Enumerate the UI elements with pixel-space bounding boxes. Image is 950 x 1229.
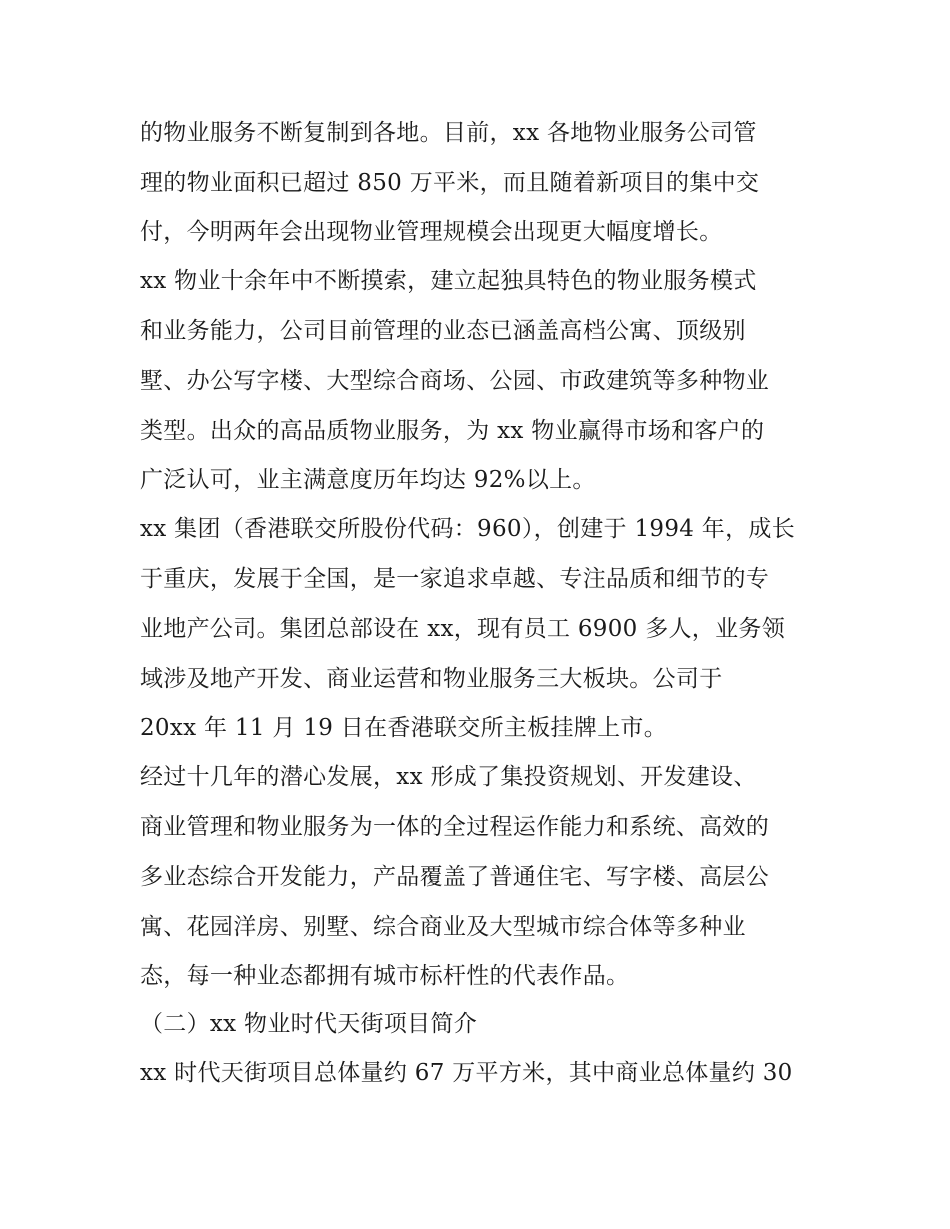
text-line: 的物业服务不断复制到各地。目前，xx 各地物业服务公司管 bbox=[140, 120, 757, 146]
text-line: 域涉及地产开发、商业运营和物业服务三大板块。公司于 bbox=[140, 666, 723, 692]
text-line: 墅、办公写字楼、大型综合商场、公园、市政建筑等多种物业 bbox=[140, 368, 770, 394]
text-line: 业地产公司。集团总部设在 xx，现有员工 6900 多人，业务领 bbox=[140, 616, 786, 642]
text-line: 于重庆，发展于全国，是一家追求卓越、专注品质和细节的专 bbox=[140, 566, 770, 592]
document-body bbox=[140, 108, 820, 1098]
text-line: xx 物业十余年中不断摸索，建立起独具特色的物业服务模式 bbox=[140, 268, 757, 294]
text-line: 多业态综合开发能力，产品覆盖了普通住宅、写字楼、高层公 bbox=[140, 864, 770, 890]
text-line: 寓、花园洋房、别墅、综合商业及大型城市综合体等多种业 bbox=[140, 914, 746, 940]
text-line: 经过十几年的潜心发展，xx 形成了集投资规划、开发建设、 bbox=[140, 764, 757, 790]
text-line: 商业管理和物业服务为一体的全过程运作能力和系统、高效的 bbox=[140, 814, 770, 840]
text-line: 类型。出众的高品质物业服务，为 xx 物业赢得市场和客户的 bbox=[140, 418, 765, 444]
text-line: 20xx 年 11 月 19 日在香港联交所主板挂牌上市。 bbox=[140, 715, 667, 741]
section-heading: （二）xx 物业时代天街项目简介 bbox=[140, 1011, 478, 1037]
text-line: 和业务能力，公司目前管理的业态已涵盖高档公寓、顶级别 bbox=[140, 318, 746, 344]
text-line: xx 时代天街项目总体量约 67 万平方米，其中商业总体量约 30 bbox=[140, 1060, 793, 1086]
text-line: 态，每一种业态都拥有城市标杆性的代表作品。 bbox=[140, 963, 630, 989]
text-line: 理的物业面积已超过 850 万平米，而且随着新项目的集中交 bbox=[140, 170, 760, 196]
text-line: xx 集团（香港联交所股份代码：960），创建于 1994 年，成长 bbox=[140, 516, 796, 542]
text-line: 付，今明两年会出现物业管理规模会出现更大幅度增长。 bbox=[140, 219, 723, 245]
text-line: 广泛认可，业主满意度历年均达 92%以上。 bbox=[140, 467, 596, 493]
